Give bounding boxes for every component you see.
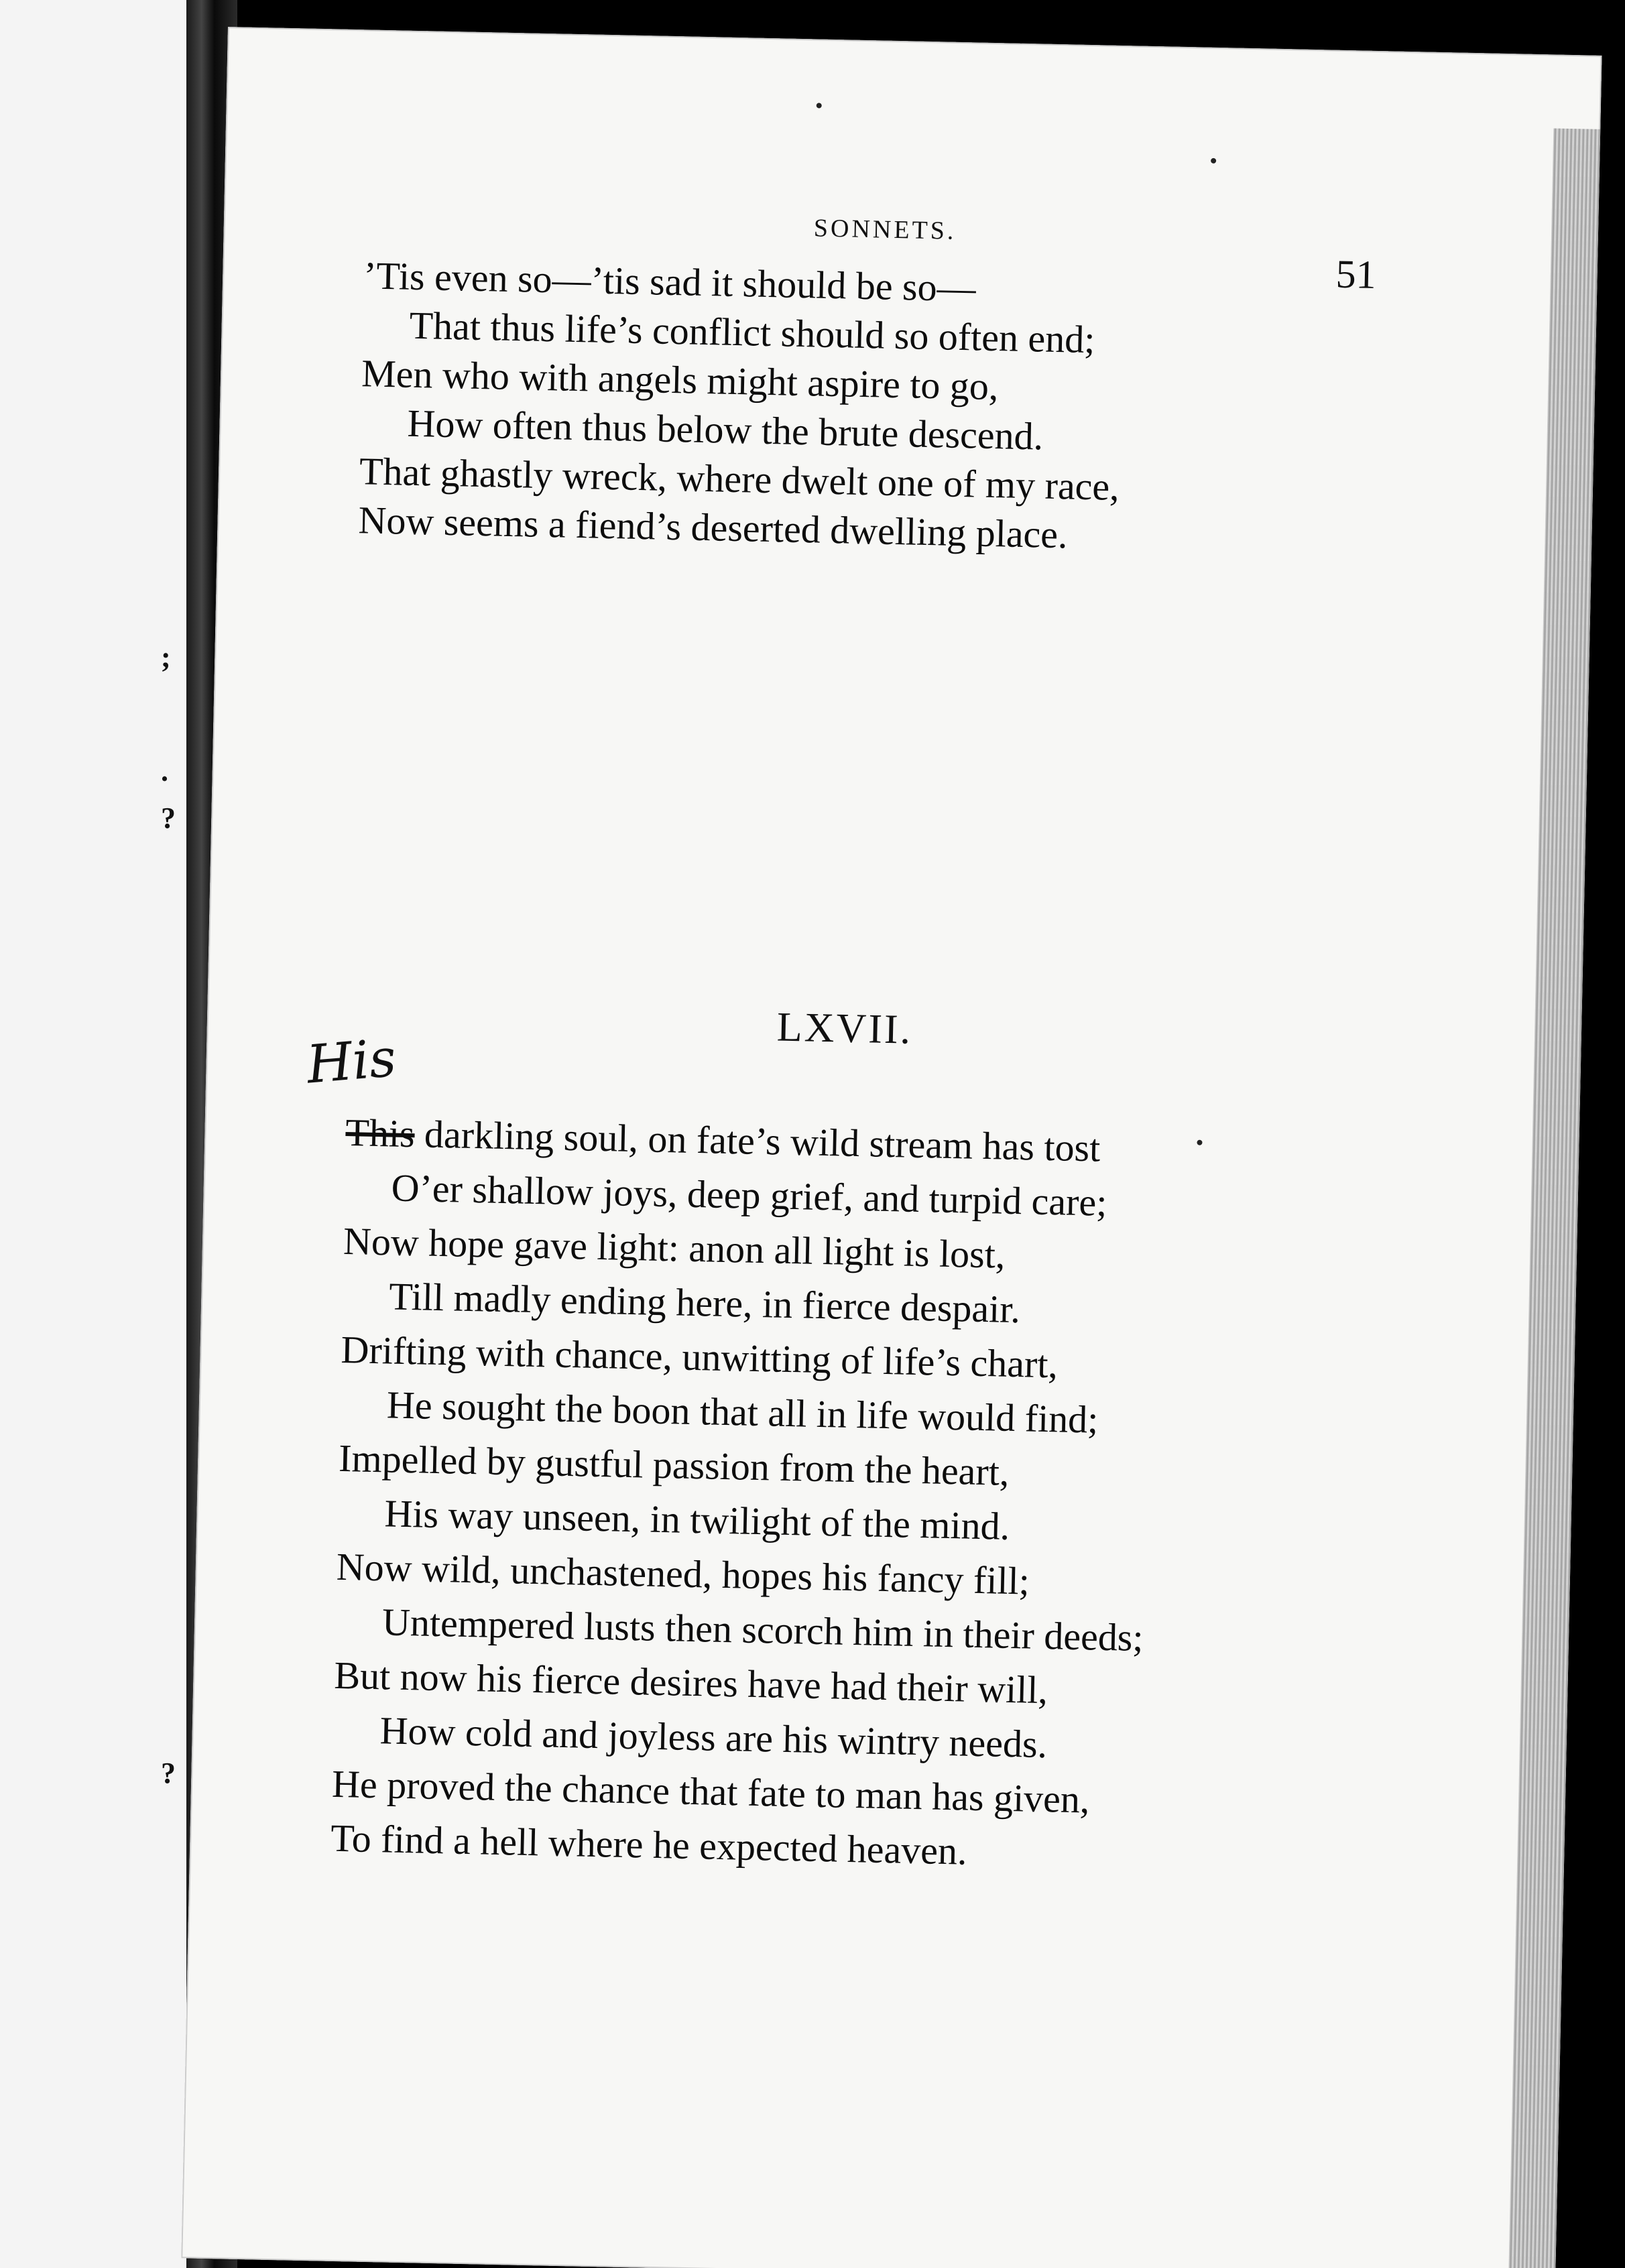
poem-line: How cold and joyless are his wintry needs. bbox=[379, 1708, 1048, 1767]
book-page bbox=[181, 27, 1602, 2268]
page-number: 51 bbox=[1335, 251, 1377, 297]
facing-page-mark: ; bbox=[161, 641, 171, 674]
poem-line: ’Tis even so—’tis sad it should be so— bbox=[363, 253, 977, 310]
poem-line: His way unseen, in twilight of the mind. bbox=[383, 1491, 1010, 1548]
sonnet-body bbox=[330, 1105, 1419, 1887]
scan-speck bbox=[1211, 158, 1216, 164]
poem-line: But now his fierce desires have had their will, bbox=[333, 1653, 1048, 1712]
struck-word: This bbox=[345, 1111, 416, 1156]
facing-page-mark: ? bbox=[161, 802, 176, 834]
poem-line: Impelled by gustful passion from the heart, bbox=[338, 1436, 1010, 1494]
poem-line: How often thus below the brute descend. bbox=[406, 401, 1044, 458]
poem-line: To find a hell where he expected heaven. bbox=[330, 1816, 968, 1873]
facing-page-mark: . bbox=[161, 755, 168, 788]
poem-line: Now wild, unchastened, hopes his fancy fill; bbox=[336, 1544, 1030, 1603]
poem-line: Untempered lusts then scorch him in their deeds; bbox=[381, 1600, 1144, 1660]
poem-line: That thus life’s conflict should so often end; bbox=[409, 303, 1096, 362]
page-edges bbox=[1508, 128, 1600, 2268]
handwritten-correction: His bbox=[304, 1027, 399, 1096]
stanza-top bbox=[358, 251, 1437, 566]
scan-speck bbox=[817, 103, 822, 108]
running-head: SONNETS. bbox=[813, 214, 957, 245]
poem-line: Now seems a fiend’s deserted dwelling place. bbox=[357, 498, 1069, 557]
poem-line: O’er shallow joys, deep grief, and turpid care; bbox=[391, 1166, 1108, 1224]
poem-line: He sought the boon that all in life would find; bbox=[386, 1383, 1099, 1442]
poem-line: Men who with angels might aspire to go, bbox=[361, 351, 1000, 409]
first-line-text: darkling soul, on fate’s wild stream has tost bbox=[414, 1112, 1101, 1170]
poem-line: Now hope gave light: anon all light is lost, bbox=[343, 1219, 1006, 1277]
sonnet-numeral: LXVII. bbox=[776, 1004, 913, 1053]
facing-page bbox=[0, 0, 188, 2268]
facing-page-mark: ? bbox=[161, 1757, 176, 1789]
poem-line: He proved the chance that fate to man has given, bbox=[331, 1761, 1091, 1822]
poem-line: That ghastly wreck, where dwelt one of my race, bbox=[359, 449, 1120, 509]
poem-line: Drifting with chance, unwitting of life’s chart, bbox=[341, 1327, 1059, 1387]
poem-line: Till madly ending here, in fierce despair. bbox=[388, 1274, 1021, 1332]
